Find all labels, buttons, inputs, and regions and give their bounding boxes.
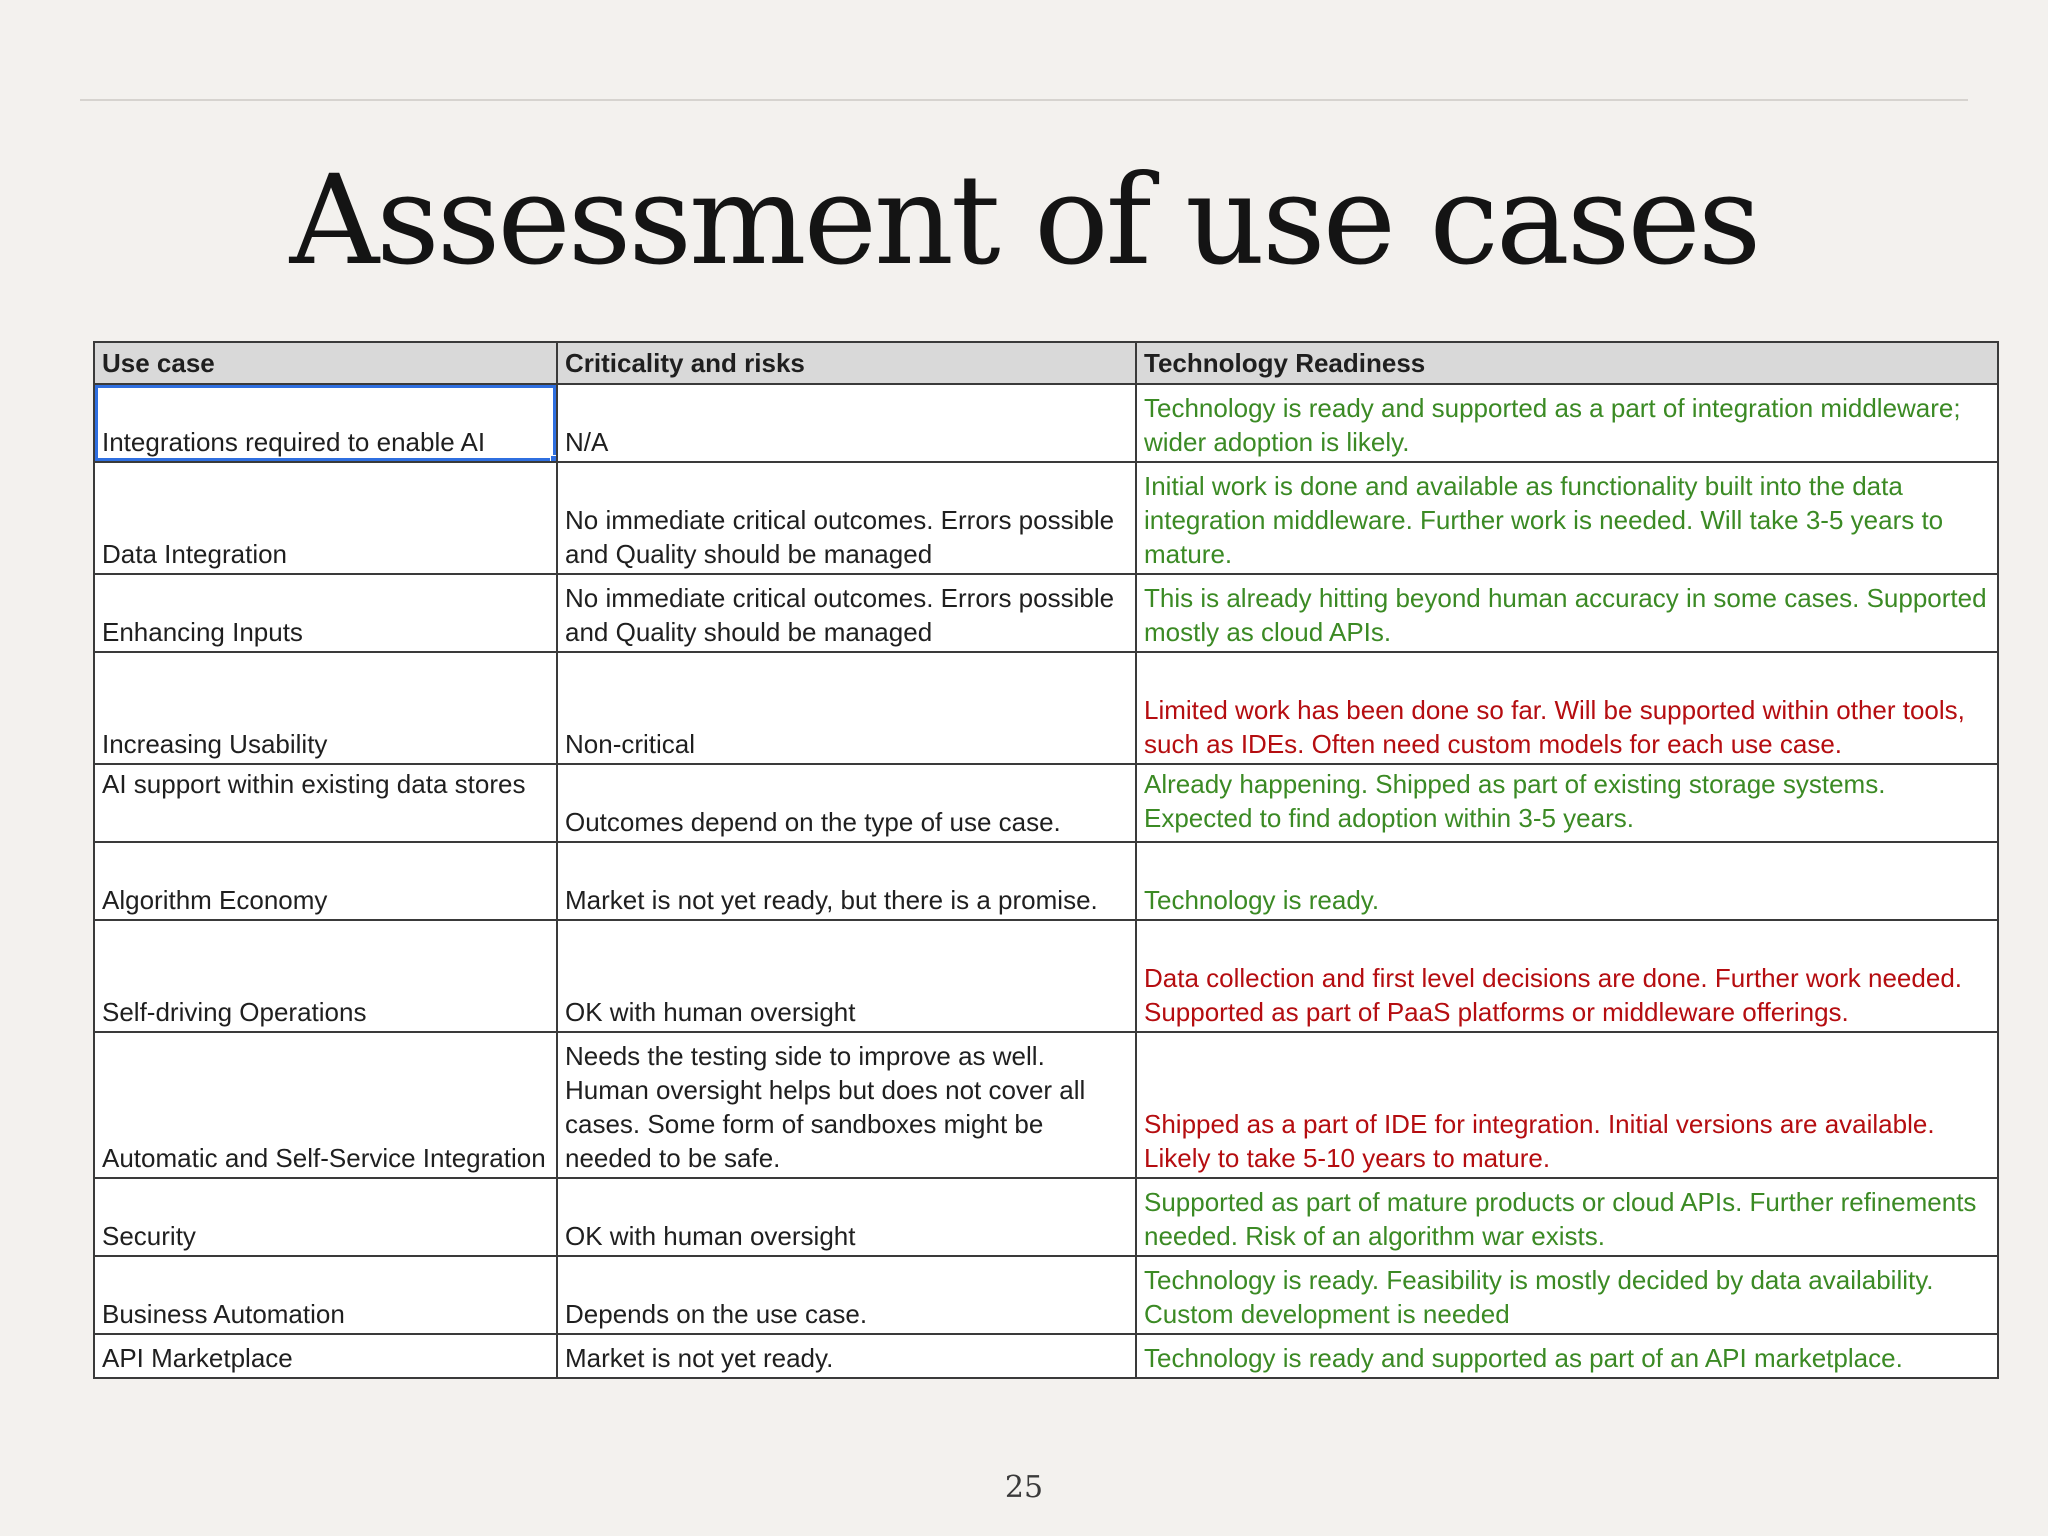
column-header-use-case: Use case — [94, 342, 557, 384]
use-case-cell: Business Automation — [94, 1256, 557, 1334]
table-row — [94, 764, 1998, 842]
page-number: 25 — [1004, 1470, 1044, 1505]
use-case-cell: Increasing Usability — [94, 652, 557, 764]
criticality-cell: Market is not yet ready, but there is a promise. — [557, 842, 1136, 920]
use-case-cell: Algorithm Economy — [94, 842, 557, 920]
readiness-cell: Technology is ready and supported as part of an API marketplace. — [1136, 1334, 1998, 1378]
criticality-cell: No immediate critical outcomes. Errors possible and Quality should be managed — [557, 462, 1136, 574]
criticality-cell: Needs the testing side to improve as well. Human oversight helps but does not cover all cases. Some form of sandboxes might be needed to be safe. — [557, 1032, 1136, 1178]
readiness-cell: Already happening. Shipped as part of existing storage systems. Expected to find adoption within 3-5 years. — [1136, 764, 1998, 842]
criticality-cell: N/A — [557, 384, 1136, 462]
readiness-cell: Technology is ready. — [1136, 842, 1998, 920]
use-case-cell: Automatic and Self-Service Integration — [94, 1032, 557, 1178]
criticality-cell: Outcomes depend on the type of use case. — [557, 764, 1136, 842]
table-row — [94, 1178, 1998, 1256]
table-header-row — [94, 342, 1998, 384]
criticality-cell: Market is not yet ready. — [557, 1334, 1136, 1378]
criticality-cell: Depends on the use case. — [557, 1256, 1136, 1334]
readiness-cell: Shipped as a part of IDE for integration. Initial versions are available. Likely to take 5-10 years to mature. — [1136, 1032, 1998, 1178]
table-row — [94, 1032, 1998, 1178]
use-case-cell: AI support within existing data stores — [94, 764, 557, 842]
use-case-cell: Security — [94, 1178, 557, 1256]
use-case-cell[interactable] — [94, 384, 557, 462]
criticality-cell: OK with human oversight — [557, 920, 1136, 1032]
readiness-cell: Technology is ready and supported as a part of integration middleware; wider adoption is likely. — [1136, 384, 1998, 462]
slide-title: Assessment of use cases — [289, 149, 1759, 293]
criticality-cell: Non-critical — [557, 652, 1136, 764]
table-row — [94, 1256, 1998, 1334]
use-case-cell: Enhancing Inputs — [94, 574, 557, 652]
top-divider — [80, 99, 1968, 101]
table-row — [94, 1334, 1998, 1378]
use-case-text: Integrations required to enable AI — [102, 427, 486, 457]
readiness-cell: Supported as part of mature products or cloud APIs. Further refinements needed. Risk of an algorithm war exists. — [1136, 1178, 1998, 1256]
use-case-cell: API Marketplace — [94, 1334, 557, 1378]
use-case-cell: Data Integration — [94, 462, 557, 574]
table-row — [94, 384, 1998, 462]
readiness-cell: Data collection and first level decisions are done. Further work needed. Supported as part of PaaS platforms or middleware offerings. — [1136, 920, 1998, 1032]
table-row — [94, 462, 1998, 574]
readiness-cell: Limited work has been done so far. Will be supported within other tools, such as IDEs. Often need custom models for each use case. — [1136, 652, 1998, 764]
selection-fill-handle[interactable] — [550, 455, 557, 462]
readiness-cell: This is already hitting beyond human accuracy in some cases. Supported mostly as cloud APIs. — [1136, 574, 1998, 652]
use-case-cell: Self-driving Operations — [94, 920, 557, 1032]
table-row — [94, 920, 1998, 1032]
table-row — [94, 652, 1998, 764]
criticality-cell: OK with human oversight — [557, 1178, 1136, 1256]
use-case-table — [93, 341, 1999, 1379]
spreadsheet-table-image — [93, 341, 1997, 1379]
criticality-cell: No immediate critical outcomes. Errors possible and Quality should be managed — [557, 574, 1136, 652]
table-row — [94, 574, 1998, 652]
table-row — [94, 842, 1998, 920]
readiness-cell: Initial work is done and available as functionality built into the data integration middleware. Further work is needed. Will take 3-5 years to mature. — [1136, 462, 1998, 574]
column-header-criticality: Criticality and risks — [557, 342, 1136, 384]
readiness-cell: Technology is ready. Feasibility is mostly decided by data availability. Custom development is needed — [1136, 1256, 1998, 1334]
column-header-readiness: Technology Readiness — [1136, 342, 1998, 384]
